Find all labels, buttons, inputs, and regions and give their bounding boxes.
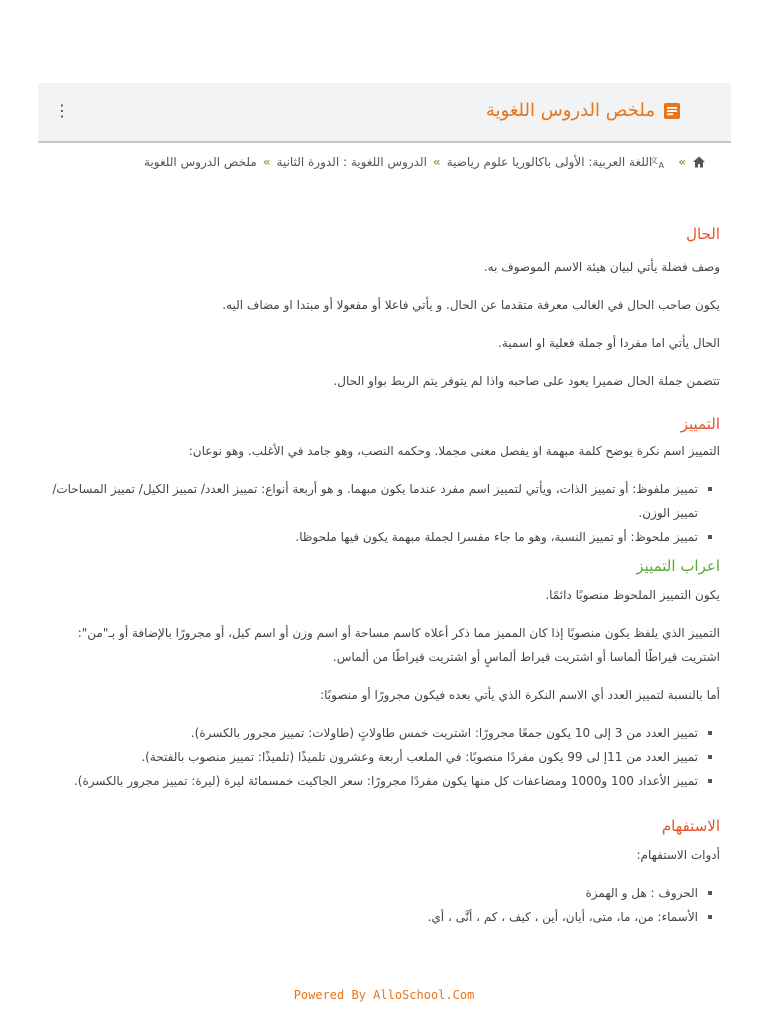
paragraph: الحال يأتي اما مفردا أو جملة فعلية او اسمية.	[498, 336, 720, 350]
list-item: تمييز ملحوظ: أو تمييز النسبة، وهو ما جاء مفسرا لجملة مبهمة يكون فيها ملحوظا.	[50, 525, 698, 549]
paragraph: يكون صاحب الحال في الغالب معرفة متقدما عن الحال. و يأتي فاعلا أو مفعولا أو مبتدا او مضاف اليه.	[222, 298, 720, 312]
list-item: تمييز الأعداد 100 و1000 ومضاعفات كل منها يكون مفردًا مجرورًا: سعر الجاكيت خمسمائة ليرة (ليرة: تمييز مجرور بالكسرة).	[40, 769, 698, 793]
list	[50, 721, 720, 793]
section-heading-istifham: الاستفهام	[661, 817, 720, 835]
paragraph: يكون التمييز الملحوظ منصوبًا دائمًا.	[545, 588, 720, 602]
list-item: تمييز العدد من 11إ لى 99 يكون مفردًا منصوبًا: في الملعب أربعة وعشرون تلميذًا (تلميذًا: تمييز منصوب بالفتحة).	[50, 745, 698, 769]
home-icon[interactable]	[692, 155, 706, 169]
list	[50, 881, 720, 929]
list	[50, 477, 720, 549]
list-item: تمييز ملفوظ: أو تمييز الذات، ويأتي لتمييز اسم مفرد عندما يكون مبهما. و هو أربعة أنواع: تمييز العدد/ تمييز الكيل/ تمييز المساحات/ تمييز الوزن.	[50, 477, 698, 525]
svg-text:文: 文	[650, 156, 659, 165]
page-title	[486, 100, 681, 121]
paragraph: أما بالنسبة لتمييز العدد أي الاسم النكرة الذي يأتي بعده فيكون مجرورًا أو منصوبًا:	[320, 688, 720, 702]
footer-credit[interactable]: Powered By AlloSchool.Com	[293, 988, 475, 1002]
list-item: الحروف : هل و الهمزة	[50, 881, 698, 905]
section-heading-tamyiz: التمييز	[680, 415, 720, 433]
translate-icon	[650, 155, 672, 170]
breadcrumb-item-current[interactable]: ملخص الدروس اللغوية	[144, 155, 257, 169]
breadcrumb-separator: »	[678, 155, 686, 169]
article-content	[50, 220, 720, 929]
list-item: تمييز العدد من 3 إلى 10 يكون جمعًا مجرورًا: اشتريت خمس طاولاتٍ (طاولات: تمييز مجرور بالكسرة).	[50, 721, 698, 745]
paragraph: وصف فضلة يأتي لبيان هيئة الاسم الموصوف به.	[483, 260, 720, 274]
document-icon	[663, 102, 681, 120]
section-heading-hal: الحال	[686, 225, 720, 243]
page-header	[38, 83, 731, 143]
breadcrumb-separator: »	[432, 155, 441, 169]
breadcrumb-item-section[interactable]: الدروس اللغوية : الدورة الثانية	[276, 155, 427, 169]
breadcrumb-separator: »	[262, 155, 271, 169]
svg-text:A: A	[658, 161, 665, 170]
paragraph: تتضمن جملة الحال ضميرا يعود على صاحبه واذا لم يتوفر يتم الربط بواو الحال.	[333, 374, 720, 388]
paragraph: التمييز الذي يلفظ يكون منصوبًا إذا كان المميز مما ذكر أعلاه كاسم مساحة أو اسم وزن أو اسم كيل، أو مجرورًا بالإضافة أو بـ"من": اشتريت قيراطًا ألماسا أو اشتريت قيراط ألماسٍ أو اشتريت قيراطًا من ألماس.	[77, 626, 720, 664]
paragraph: أدوات الاستفهام:	[636, 848, 720, 862]
breadcrumb	[144, 155, 706, 169]
page-title-text: ملخص الدروس اللغوية	[485, 100, 655, 121]
breadcrumb-item-subject[interactable]: اللغة العربية: الأولى باكالوريا علوم رياضية	[446, 155, 653, 169]
more-vert-icon[interactable]: ⋮	[54, 101, 70, 120]
paragraph: التمييز اسم نكرة يوضح كلمة مبهمة او يفصل معنى مجملا. وحكمه النصب، وهو جامد في الأغلب. وهو نوعان:	[188, 444, 720, 458]
section-heading-irab: اعراب التمييز	[636, 557, 720, 575]
list-item: الأسماء: من، ما، متى، أيان، أين ، كيف ، كم ، أنَّى ، أي.	[50, 905, 698, 929]
